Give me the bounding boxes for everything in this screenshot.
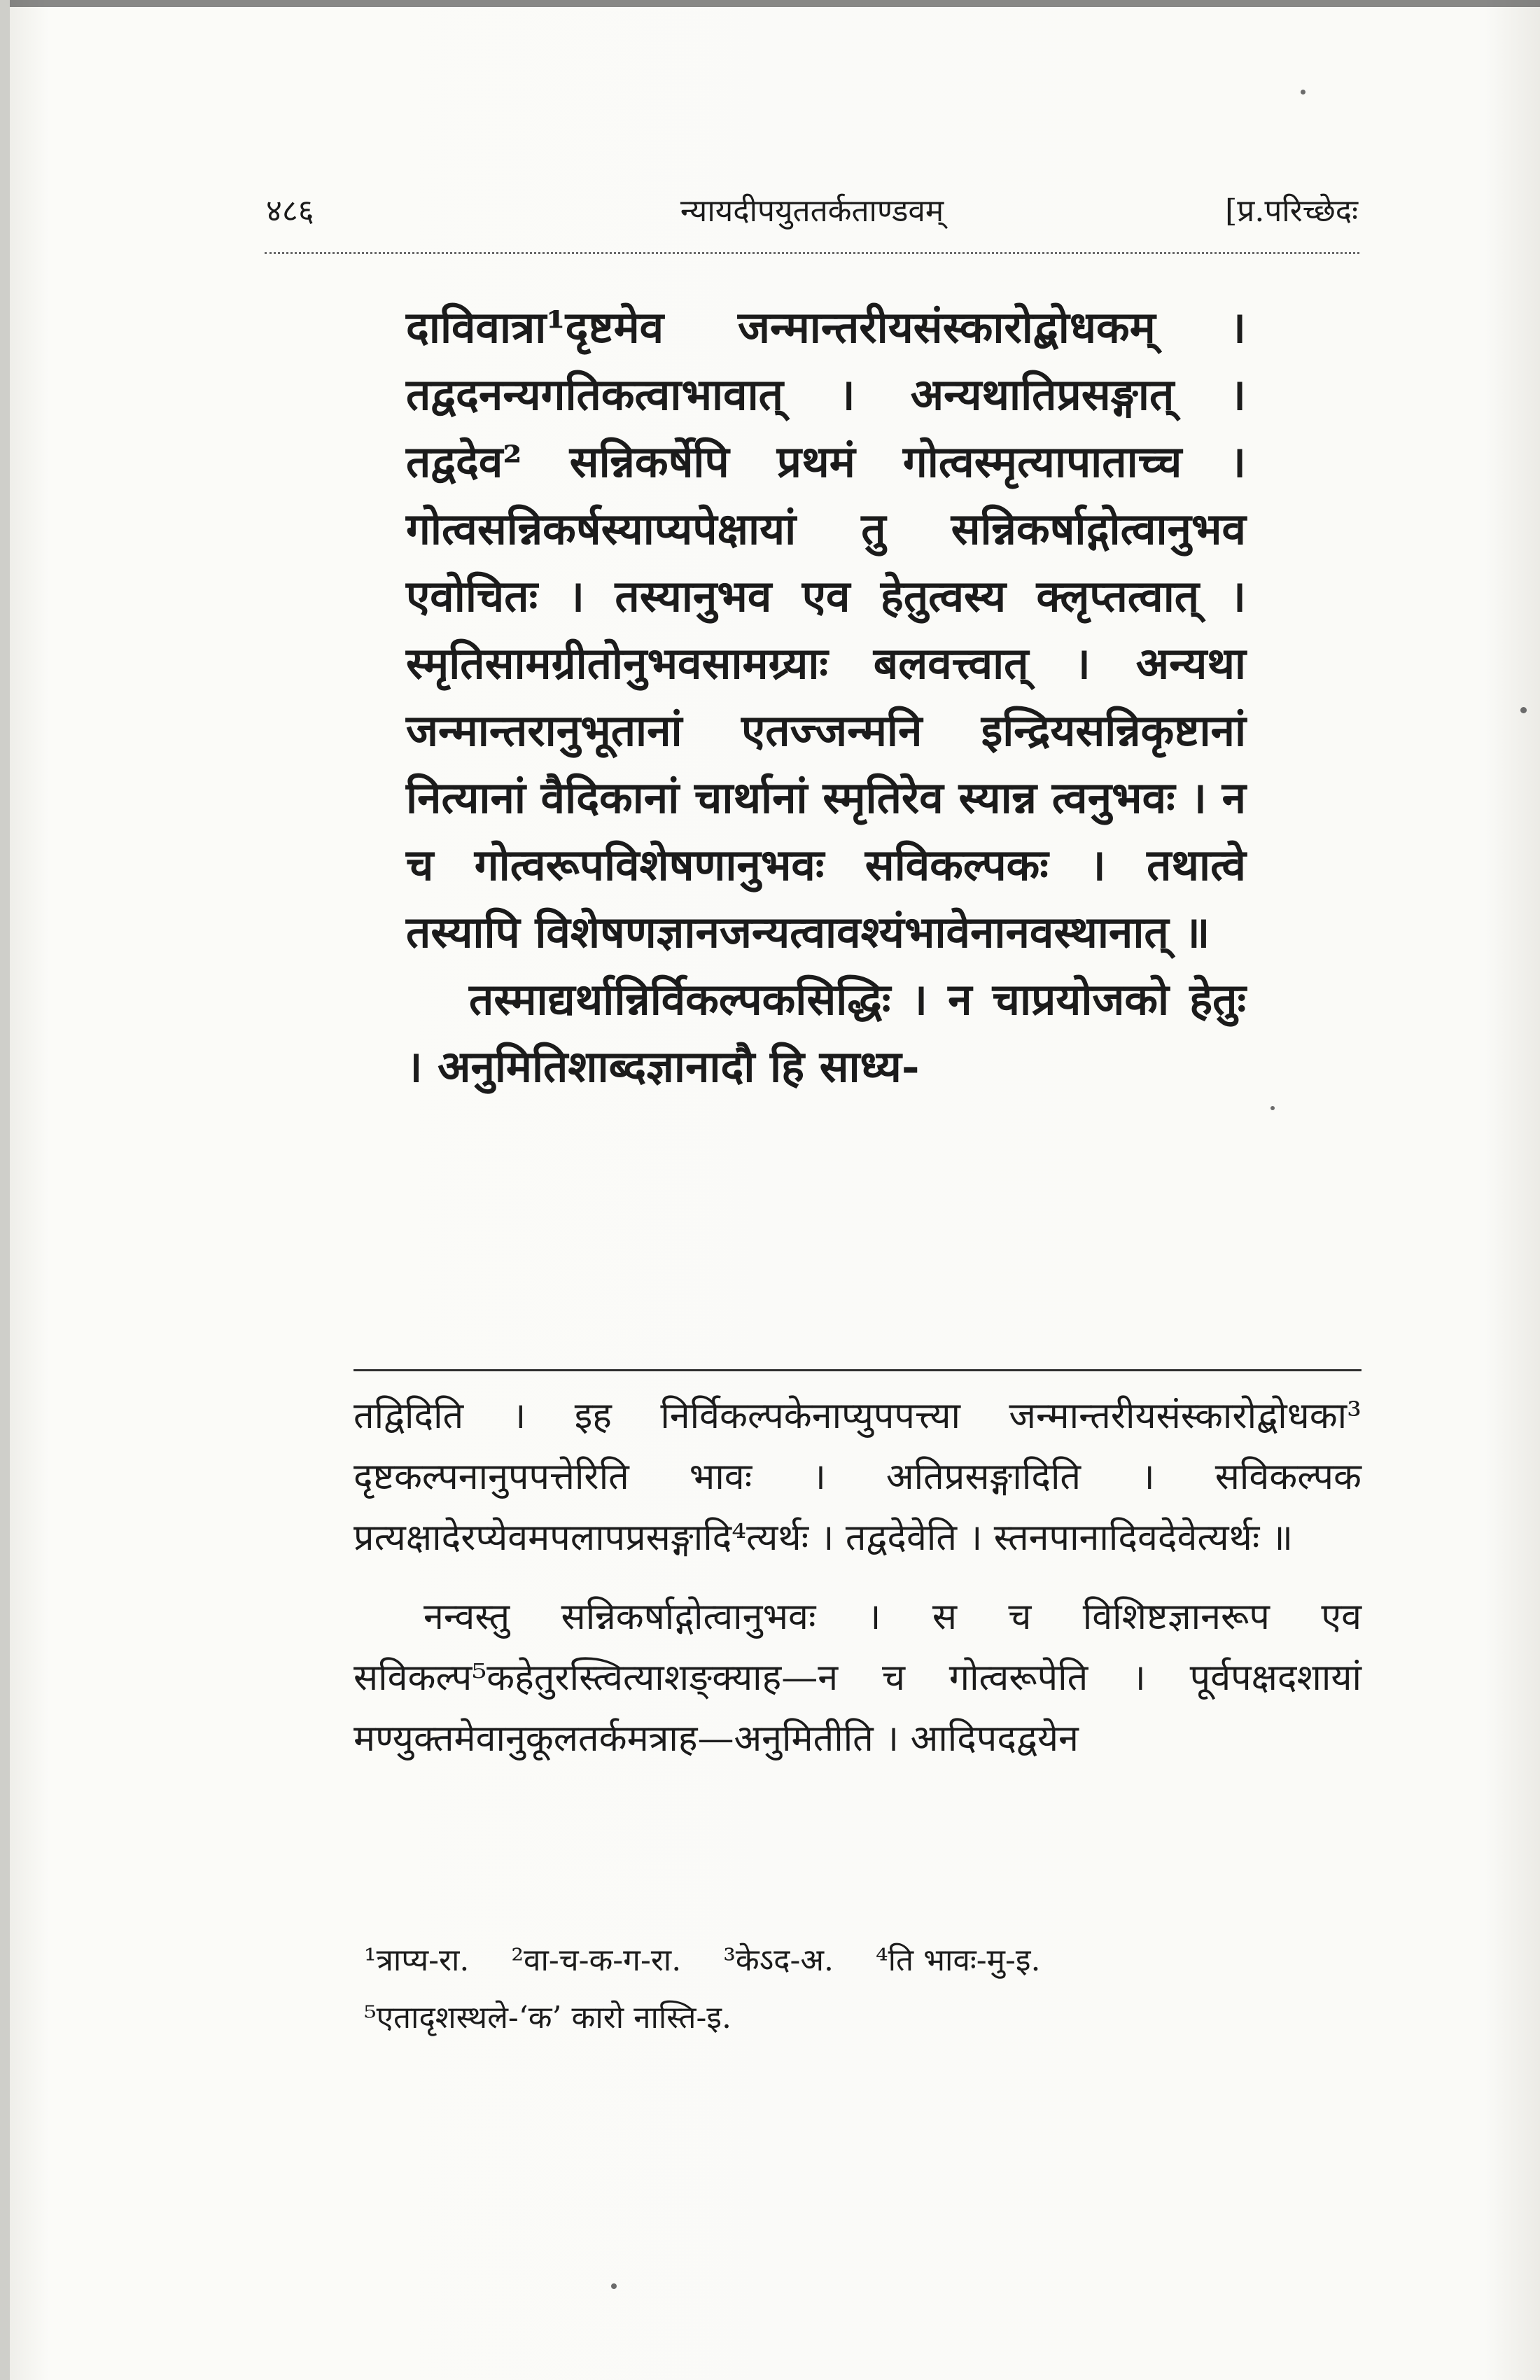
- header-rule: [265, 252, 1359, 254]
- scan-binding-edge: [0, 0, 10, 2380]
- footnote-5: ⁵एतादृशस्थले-‘क’ कारो नास्ति-इ.: [364, 2000, 732, 2036]
- scan-speck: [1520, 707, 1527, 713]
- footnote-1: ¹त्राप्य-रा.: [364, 1942, 470, 1978]
- main-paragraph-2: तस्माद्यर्थान्निर्विकल्पकसिद्धिः । न चाप्रयोजको हेतुः । अनुमितिशाब्दज्ञानादौ हि साध्य-: [406, 974, 1246, 1092]
- scan-speck: [1301, 90, 1306, 94]
- commentary-paragraph-1: तद्विदिति । इह निर्विकल्पकेनाप्युपपत्त्या जन्मान्तरीयसंस्कारोद्बोधका³ दृष्टकल्पनानुपपत्तेरिति भावः । अतिप्रसङ्गादिति । सविकल्पक प्रत्यक्षादेरप्येवमपलापप्रसङ्गादि⁴त्यर्थः । तद्वदेवेति । स्तनपानादिवदेवेत्यर्थः ॥: [354, 1395, 1362, 1559]
- book-title: न्यायदीपयुततर्कताण्डवम्: [680, 193, 944, 229]
- footnote-2: ²वा-च-क-ग-रा.: [511, 1942, 682, 1978]
- commentary-paragraph-2: नन्वस्तु सन्निकर्षाद्गोत्वानुभवः । स च विशिष्टज्ञानरूप एव सविकल्प⁵कहेतुरस्त्वित्याशङ्क्याह—न च गोत्वरूपेति । पूर्वपक्षदशायां मण्युक्तमेवानुकूलतर्कमत्राह—अनुमितीति । आदिपदद्वयेन: [354, 1596, 1362, 1760]
- running-header: [266, 183, 1358, 239]
- scan-speck: [1270, 1106, 1275, 1110]
- footnote-3: ³केऽद-अ.: [723, 1942, 834, 1978]
- footnote-line-1: [364, 1932, 1358, 1989]
- chapter-label: [प्र.परिच्छेदः: [1225, 193, 1358, 229]
- page-number: ४८६: [266, 193, 314, 229]
- footnote-4: ⁴ति भावः-मु-इ.: [876, 1942, 1041, 1978]
- commentary-divider: [354, 1369, 1362, 1371]
- commentary: [354, 1386, 1362, 1770]
- main-text: [406, 294, 1246, 1100]
- scan-speck: [611, 2283, 617, 2289]
- footnotes: [364, 1932, 1358, 2047]
- main-paragraph-1: दाविवात्रा¹दृष्टमेव जन्मान्तरीयसंस्कारोद्बोधकम् । तद्वदनन्यगतिकत्वाभावात् । अन्यथातिप्रसङ्गात् । तद्वदेव² सन्निकर्षेपि प्रथमं गोत्वस्मृत्यापाताच्च । गोत्वसन्निकर्षस्याप्यपेक्षायां तु सन्निकर्षाद्गोत्वानुभव एवोचितः । तस्यानुभव एव हेतुत्वस्य क्लृप्तत्वात् । स्मृतिसामग्रीतोनुभवसामग्र्याः बलवत्त्वात् । अन्यथा जन्मान्तरानुभूतानां एतज्जन्मनि इन्द्रियसन्निकृष्टानां नित्यानां वैदिकानां चार्थानां स्मृतिरेव स्यान्न त्वनुभवः । न च गोत्वरूपविशेषणानुभवः सविकल्पकः । तथात्वे तस्यापि विशेषणज्ञानजन्यत्वावश्यंभावेनानवस्थानात् ॥: [406, 302, 1246, 958]
- scan-top-edge: [0, 0, 1540, 7]
